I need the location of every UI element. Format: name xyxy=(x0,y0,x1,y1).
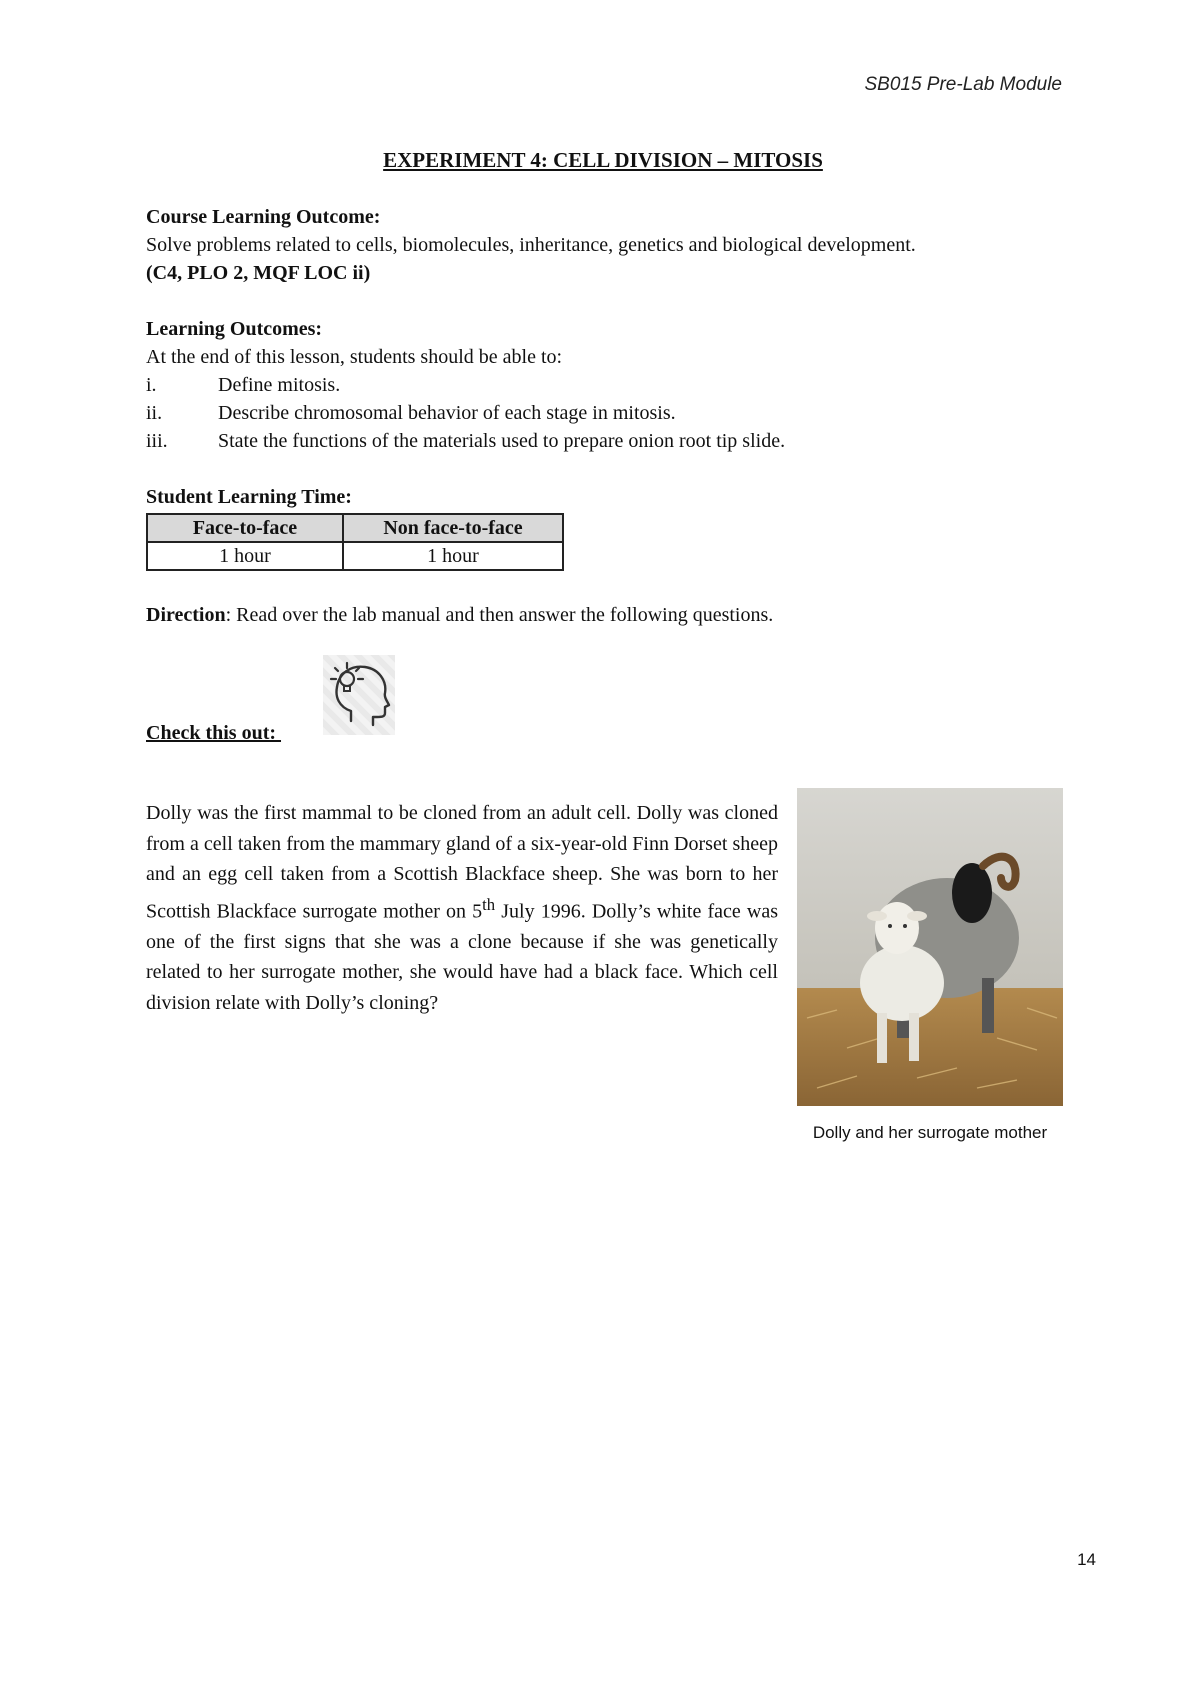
direction-line xyxy=(146,601,1060,629)
list-item-number: ii. xyxy=(146,402,163,424)
learning-time-table xyxy=(146,513,564,571)
list-item-text: Describe chromosomal behavior of each stage in mitosis. xyxy=(218,402,676,424)
learning-outcomes-list xyxy=(146,371,1060,455)
list-item xyxy=(146,427,1060,455)
dolly-paragraph-part2: July 1996. Dolly’s white face was one of the first signs that she was a clone because if she was genetically related to her surrogate mother, she would have had a black face. Which cell division relate with Dolly’s cloning? xyxy=(146,900,778,1014)
learning-time-heading: Student Learning Time: xyxy=(146,486,352,508)
running-header: SB015 Pre-Lab Module xyxy=(864,74,1062,95)
table-header-cell: Non face-to-face xyxy=(343,514,563,542)
list-item-text: Define mitosis. xyxy=(218,374,341,396)
list-item xyxy=(146,371,1060,399)
table-row xyxy=(147,542,563,570)
check-this-out-row xyxy=(146,655,1060,745)
list-item-text: State the functions of the materials used to prepare onion root tip slide. xyxy=(218,430,786,452)
list-item-number: iii. xyxy=(146,430,168,452)
course-outcome-section xyxy=(146,203,1060,287)
learning-time-section xyxy=(146,483,1060,571)
dolly-paragraph-part1: Dolly was the first mammal to be cloned from an adult cell. Dolly was cloned from a cell taken from the mammary gland of a six-year-old Finn Dorset sheep and an egg cell taken from a Scottish Blackface sheep. She was born to her Scottish Blackface surrogate mother on 5 xyxy=(146,802,778,923)
page-title: EXPERIMENT 4: CELL DIVISION – MITOSIS xyxy=(383,148,823,172)
list-item-number: i. xyxy=(146,374,157,396)
list-item xyxy=(146,399,1060,427)
course-outcome-heading: Course Learning Outcome: xyxy=(146,206,381,228)
dolly-photo xyxy=(797,788,1063,1106)
direction-text: : Read over the lab manual and then answer the following questions. xyxy=(225,604,774,626)
learning-outcomes-section xyxy=(146,315,1060,455)
learning-outcomes-intro: At the end of this lesson, students should be able to: xyxy=(146,346,563,368)
photo-caption: Dolly and her surrogate mother xyxy=(812,1123,1048,1142)
idea-head-icon xyxy=(323,655,395,735)
page-number: 14 xyxy=(1077,1550,1096,1569)
dolly-paragraph xyxy=(146,798,778,1018)
table-cell: 1 hour xyxy=(343,542,563,570)
course-outcome-text: Solve problems related to cells, biomolecules, inheritance, genetics and biological development. xyxy=(146,234,916,256)
course-outcome-codes: (C4, PLO 2, MQF LOC ii) xyxy=(146,262,371,284)
table-cell: 1 hour xyxy=(147,542,343,570)
learning-outcomes-heading: Learning Outcomes: xyxy=(146,318,323,340)
date-superscript: th xyxy=(482,894,496,914)
table-header-cell: Face-to-face xyxy=(147,514,343,542)
check-this-out-label: Check this out: xyxy=(146,722,282,744)
table-header-row xyxy=(147,514,563,542)
page-content xyxy=(146,148,1060,745)
direction-label: Direction xyxy=(146,604,226,626)
